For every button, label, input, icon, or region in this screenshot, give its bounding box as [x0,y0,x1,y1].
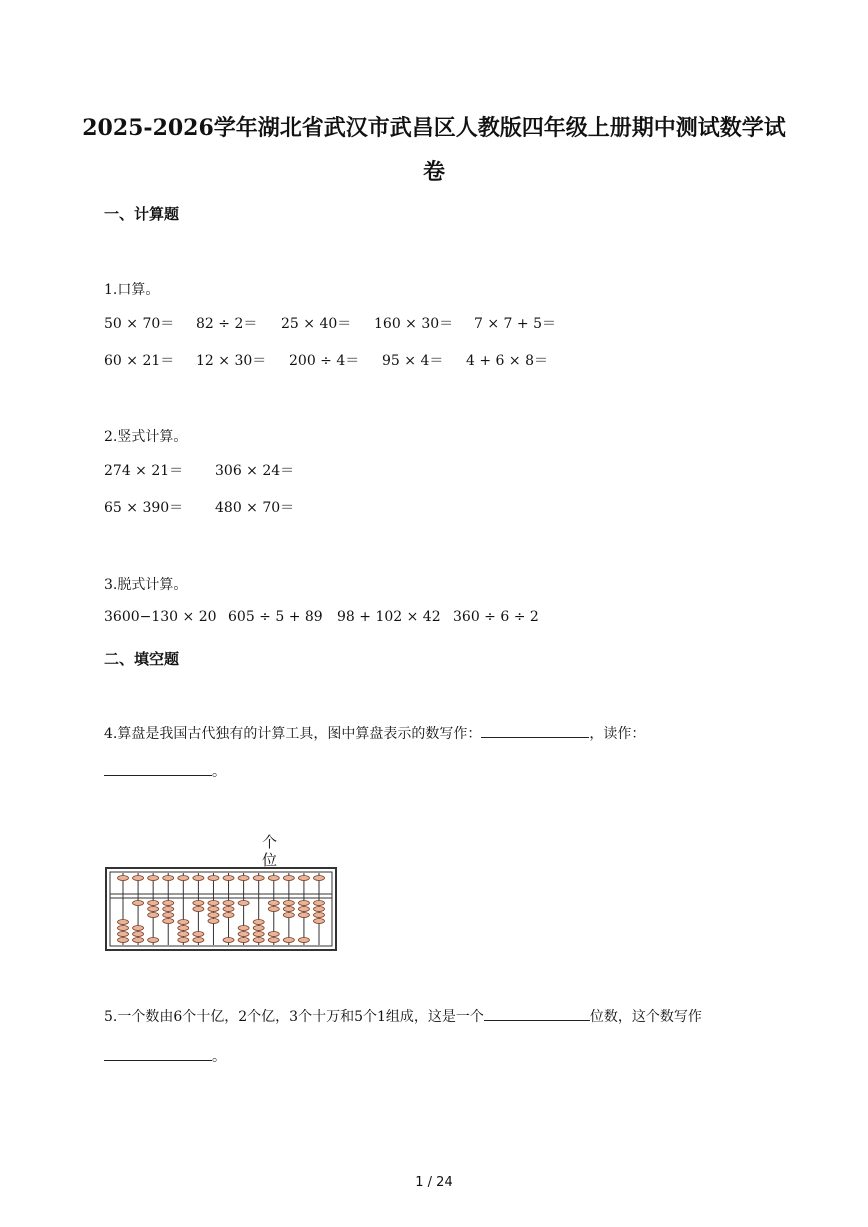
q1-item: 82 ÷ 2＝ [196,316,258,332]
abacus-lower-bead-counted [283,913,294,918]
abacus-lower-bead [268,932,279,937]
abacus-lower-bead [178,938,189,943]
q4-prompt: 4.算盘是我国古代独有的计算工具，图中算盘表示的数写作： [104,726,482,742]
abacus-lower-bead [253,920,264,925]
abacus-upper-bead [148,876,159,881]
q3-item: 98 + 102 × 42 [337,609,441,625]
abacus-lower-bead [178,932,189,937]
abacus-lower-bead-counted [298,907,309,912]
question-4-line2 [104,761,226,781]
abacus-upper-bead [298,876,309,881]
abacus-lower-bead [268,938,279,943]
q1-item: 160 × 30＝ [374,316,454,332]
question-1-label: 1.口算。 [104,282,160,298]
q1-item: 95 × 4＝ [382,353,444,369]
question-5-text [104,1006,702,1026]
abacus-lower-bead-counted [298,913,309,918]
q3-item: 3600−130 × 20 [104,609,217,625]
q1-item: 200 ÷ 4＝ [289,353,360,369]
abacus-lower-bead [238,926,249,931]
abacus-lower-bead-counted [208,913,219,918]
abacus-lower-bead [253,938,264,943]
q3-item: 360 ÷ 6 ÷ 2 [453,609,539,625]
abacus-lower-bead-counted [298,901,309,906]
abacus-lower-bead [133,926,144,931]
q5-end: 。 [212,1049,226,1065]
abacus-upper-bead [163,876,174,881]
abacus-lower-bead [298,938,309,943]
question-4-text [104,723,645,743]
q1-item: 50 × 70＝ [104,316,175,332]
abacus-lower-bead [148,938,159,943]
abacus-upper-bead [178,876,189,881]
abacus-upper-bead [283,876,294,881]
abacus-lower-bead-counted [283,907,294,912]
abacus-upper-bead [118,876,129,881]
page-title: 2025-2026学年湖北省武汉市武昌区人教版四年级上册期中测试数学试 [82,115,786,141]
abacus-upper-bead [253,876,264,881]
abacus-lower-bead [253,926,264,931]
abacus-lower-bead [178,920,189,925]
abacus-lower-bead-counted [314,907,325,912]
answer-blank[interactable] [481,723,589,738]
abacus-lower-bead-counted [193,901,204,906]
abacus-upper-bead [314,876,325,881]
question-5-line2 [104,1046,226,1066]
abacus-lower-bead-counted [163,913,174,918]
abacus-lower-bead-counted [314,919,325,924]
abacus-lower-bead-counted [163,907,174,912]
abacus-lower-bead [133,938,144,943]
abacus-lower-bead [118,926,129,931]
section-heading-calc: 一、计算题 [104,205,180,223]
q2-item: 65 × 390＝ [104,500,184,516]
q3-item: 605 ÷ 5 + 89 [228,609,323,625]
q2-item: 306 × 24＝ [215,463,295,479]
section-heading-fill: 二、填空题 [104,650,180,668]
abacus-lower-bead-counted [208,919,219,924]
abacus-label-ge: 个 [262,833,278,851]
q5-mid: 位数，这个数写作 [589,1009,702,1025]
answer-blank[interactable] [484,1006,590,1021]
abacus-lower-bead-counted [208,901,219,906]
question-3-label: 3.脱式计算。 [104,577,188,593]
q1-item: 4 + 6 × 8＝ [466,353,548,369]
abacus-lower-bead-counted [268,907,279,912]
answer-blank[interactable] [104,761,212,776]
abacus-lower-bead-counted [193,907,204,912]
abacus-lower-bead [193,938,204,943]
abacus-lower-bead-counted [238,901,249,906]
abacus-lower-bead-counted [208,907,219,912]
abacus-lower-bead-counted [314,901,325,906]
q4-mid: ，读作： [589,726,646,742]
q1-item: 7 × 7 + 5＝ [474,316,556,332]
abacus-lower-bead [178,926,189,931]
abacus-lower-bead-counted [283,901,294,906]
abacus-beam [110,894,332,898]
abacus-label-wei: 位 [262,851,278,869]
q1-item: 60 × 21＝ [104,353,175,369]
abacus-lower-bead [133,932,144,937]
q4-end: 。 [212,764,226,780]
page-number: 1 / 24 [415,1175,453,1190]
abacus-lower-bead-counted [223,913,234,918]
abacus-lower-bead-counted [163,901,174,906]
q5-prompt: 5.一个数由6个十亿，2个亿，3个十万和5个1组成，这是一个 [104,1009,484,1025]
abacus-upper-bead [268,876,279,881]
abacus-figure [105,867,337,951]
question-2-label: 2.竖式计算。 [104,429,188,445]
abacus-upper-bead [238,876,249,881]
q2-item: 480 × 70＝ [215,500,295,516]
q1-item: 25 × 40＝ [281,316,352,332]
abacus-lower-bead-counted [163,919,174,924]
abacus-lower-bead [253,932,264,937]
abacus-upper-bead [208,876,219,881]
abacus-lower-bead [238,932,249,937]
abacus-upper-bead [133,876,144,881]
abacus-lower-bead [283,938,294,943]
abacus-lower-bead-counted [148,913,159,918]
abacus-lower-bead [238,938,249,943]
abacus-upper-bead [193,876,204,881]
abacus-lower-bead-counted [314,913,325,918]
answer-blank[interactable] [104,1046,212,1061]
q2-item: 274 × 21＝ [104,463,184,479]
abacus-lower-bead [118,932,129,937]
abacus-lower-bead-counted [148,901,159,906]
abacus-lower-bead-counted [223,901,234,906]
abacus-upper-bead [223,876,234,881]
abacus-lower-bead [118,920,129,925]
q1-item: 12 × 30＝ [196,353,267,369]
abacus-lower-bead-counted [223,907,234,912]
abacus-lower-bead [193,932,204,937]
page-title-line2: 卷 [422,159,445,185]
abacus-lower-bead [118,938,129,943]
abacus-lower-bead-counted [268,901,279,906]
abacus-lower-bead [223,938,234,943]
abacus-lower-bead-counted [148,907,159,912]
abacus-lower-bead-counted [133,901,144,906]
